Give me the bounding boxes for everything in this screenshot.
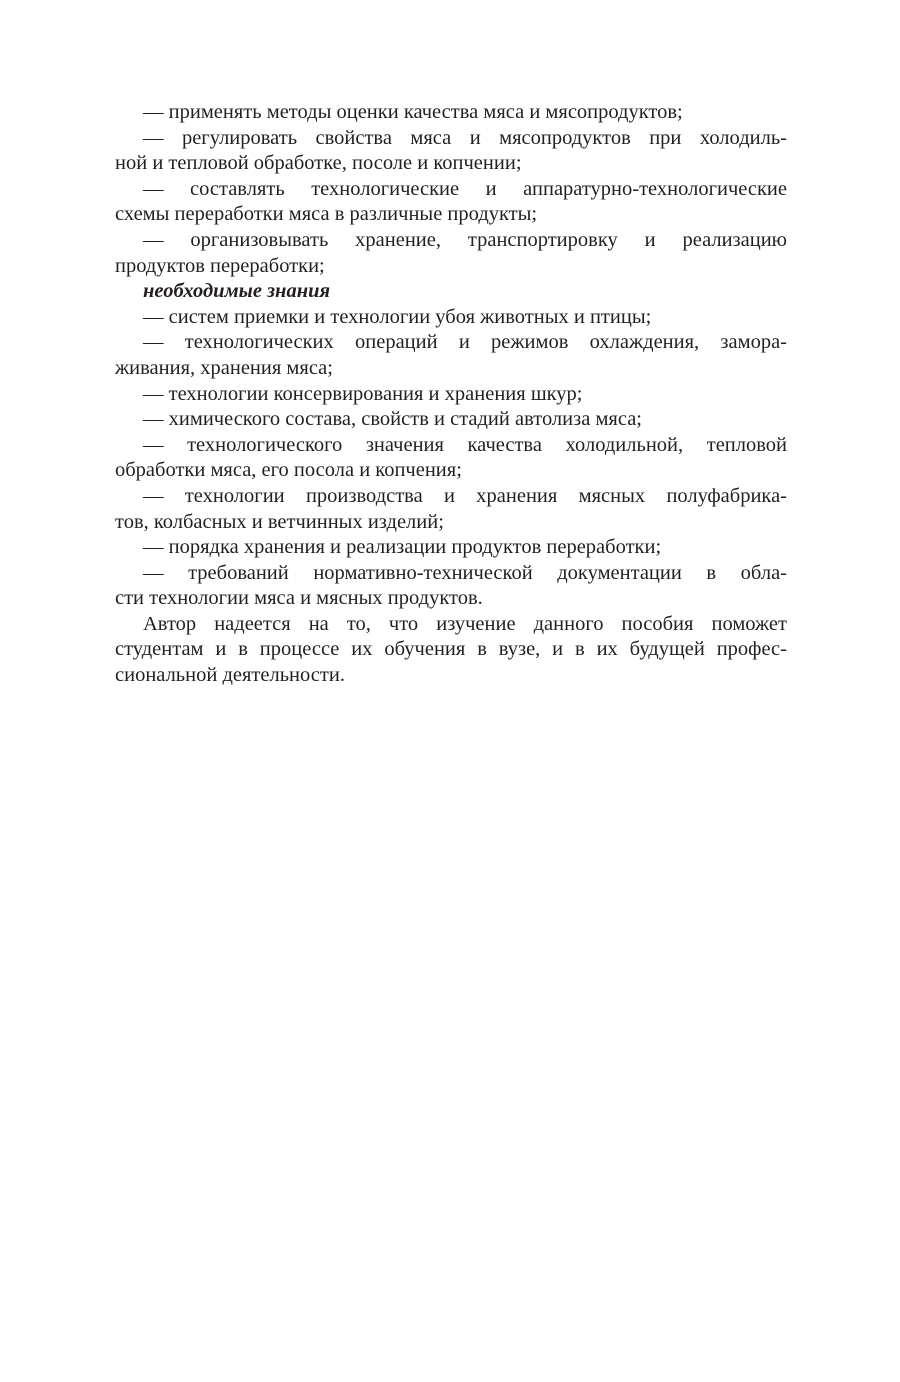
text-line: — технологических операций и режимов охлаждения, замора-: [143, 331, 787, 354]
text-line: сиональной деятельности.: [115, 664, 345, 687]
text-line: Автор надеется на то, что изучение данного пособия поможет: [143, 612, 787, 635]
text-line: — применять методы оценки качества мяса и мясопродуктов;: [143, 101, 683, 123]
list-item-knowledge: [115, 382, 787, 408]
list-item-skill: [115, 126, 787, 177]
list-item-knowledge: [115, 330, 787, 381]
text-line: — организовывать хранение, транспортировку и реализацию: [143, 228, 787, 251]
text-line: ной и тепловой обработке, посоле и копчении;: [115, 152, 522, 175]
list-item-skill: [115, 177, 787, 228]
text-line: обработки мяса, его посола и копчения;: [115, 459, 462, 482]
list-item-knowledge: [115, 433, 787, 484]
text-line: продуктов переработки;: [115, 254, 325, 277]
section-heading-knowledge: [115, 279, 787, 305]
text-line: схемы переработки мяса в различные продукты;: [115, 203, 538, 226]
text-line: — порядка хранения и реализации продуктов переработки;: [143, 536, 662, 559]
text-line: живания, хранения мяса;: [115, 356, 333, 379]
text-line: — требований нормативно-технической документации в обла-: [143, 561, 787, 584]
list-item-knowledge: [115, 305, 787, 331]
text-line: — систем приемки и технологии убоя животных и птицы;: [143, 305, 652, 328]
text-line: — составлять технологические и аппаратурно-технологические: [143, 177, 787, 200]
text-line: студентам и в процессе их обучения в вузе, и в их будущей профес-: [115, 638, 787, 661]
text-line: необходимые знания: [143, 280, 331, 303]
closing-paragraph: [115, 612, 787, 689]
list-item-knowledge: [115, 535, 787, 561]
text-line: — технологии производства и хранения мясных полуфабрика-: [143, 484, 787, 507]
text-line: сти технологии мяса и мясных продуктов.: [115, 587, 483, 610]
list-item-skill: [115, 228, 787, 279]
text-line: — регулировать свойства мяса и мясопродуктов при холодиль-: [143, 126, 787, 149]
list-item-skill: [115, 100, 787, 126]
list-item-knowledge: [115, 407, 787, 433]
list-item-knowledge: [115, 484, 787, 535]
text-line: тов, колбасных и ветчинных изделий;: [115, 510, 444, 533]
text-line: — химического состава, свойств и стадий автолиза мяса;: [143, 408, 642, 431]
list-item-knowledge: [115, 561, 787, 612]
text-line: — технологии консервирования и хранения шкур;: [143, 382, 583, 405]
text-line: — технологического значения качества холодильной, тепловой: [143, 433, 787, 456]
page-body-text: [115, 100, 787, 689]
